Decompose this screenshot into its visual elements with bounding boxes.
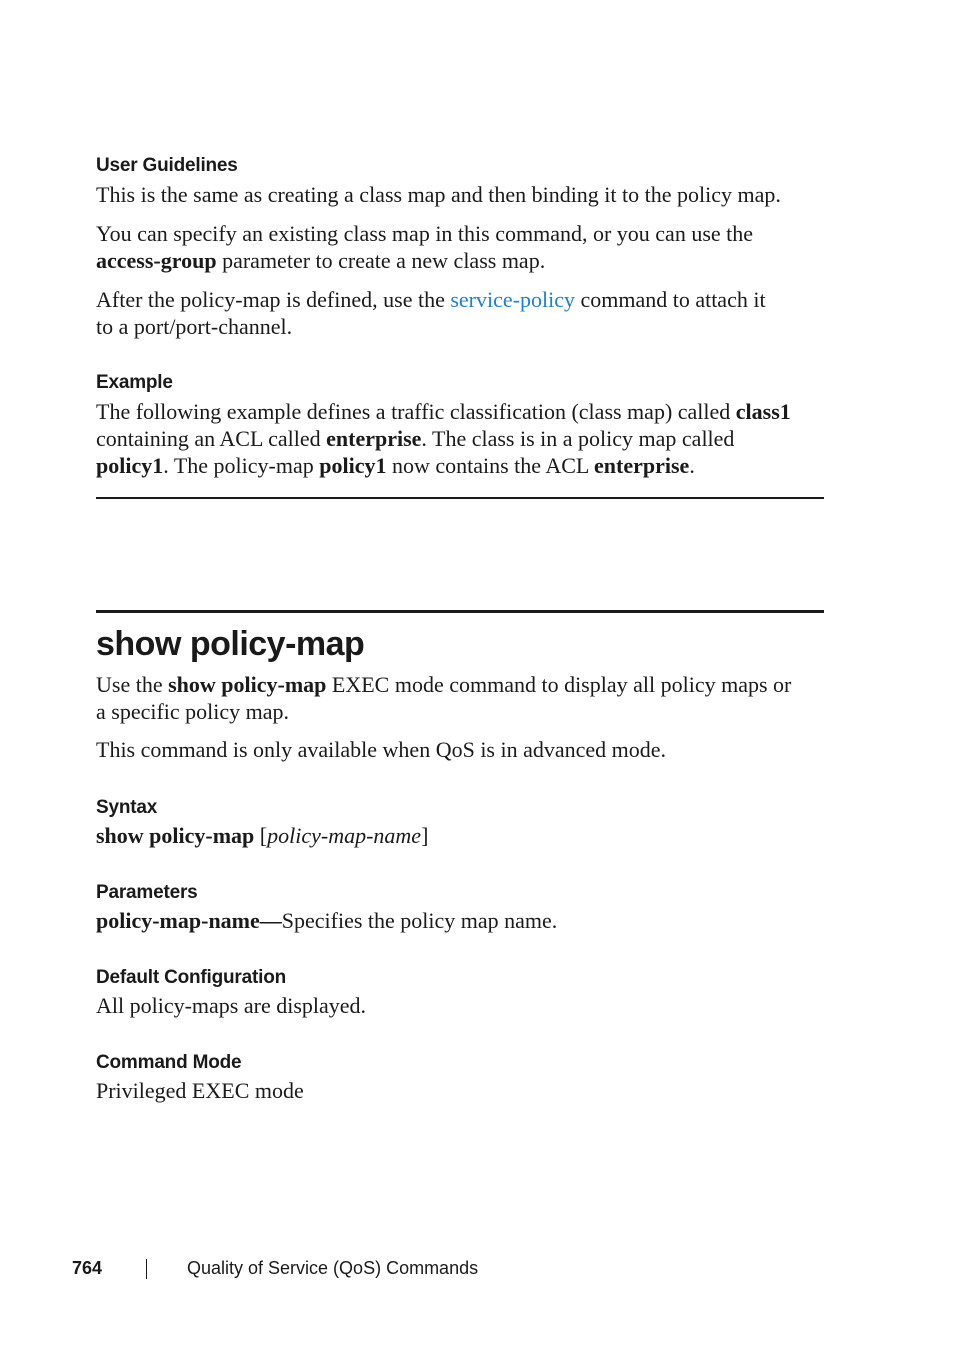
- syntax-line: [96, 822, 824, 849]
- parameter-item: [96, 907, 824, 934]
- policy1-keyword: policy1: [96, 453, 164, 478]
- example-text: containing an ACL called: [96, 426, 327, 451]
- user-guidelines-paragraph-1: [96, 181, 824, 208]
- footer-section-title: Quality of Service (QoS) Commands: [187, 1258, 479, 1278]
- example-text: The following example defines a traffic classification (class map) called: [96, 399, 736, 424]
- page-number: 764: [72, 1258, 103, 1278]
- section-start-rule: [96, 610, 824, 613]
- section-end-rule: [96, 497, 824, 499]
- syntax-bracket: [: [254, 823, 268, 848]
- enterprise-keyword: enterprise: [594, 453, 690, 478]
- default-configuration-text: [96, 992, 824, 1019]
- user-guidelines-paragraph-3: [96, 286, 824, 340]
- class1-keyword: class1: [735, 399, 791, 424]
- service-policy-link[interactable]: service-policy: [450, 287, 575, 312]
- description-text: a specific policy map.: [96, 699, 290, 724]
- access-group-keyword: access-group: [96, 248, 217, 273]
- user-guidelines-paragraph-2: [96, 220, 824, 274]
- syntax-command: show policy-map: [96, 823, 255, 848]
- syntax-argument: policy-map-name: [267, 823, 422, 848]
- user-guidelines-text-3a: After the policy-map is defined, use the: [96, 287, 451, 312]
- footer-separator: [146, 1259, 147, 1279]
- user-guidelines-text-3b: command to attach it: [574, 287, 766, 312]
- command-mode-value: Privileged EXEC mode: [96, 1078, 304, 1103]
- note-text: This command is only available when QoS is in advanced mode.: [96, 737, 667, 762]
- policy1-keyword: policy1: [319, 453, 387, 478]
- description-text: EXEC mode command to display all policy maps or: [326, 672, 792, 697]
- example-text: now contains the ACL: [386, 453, 595, 478]
- parameter-description: Specifies the policy map name.: [281, 908, 558, 933]
- user-guidelines-heading: User Guidelines: [96, 155, 238, 176]
- example-text: . The policy-map: [163, 453, 320, 478]
- user-guidelines-text-1: This is the same as creating a class map and then binding it to the policy map.: [96, 182, 781, 207]
- user-guidelines-text-3c: to a port/port-channel.: [96, 314, 293, 339]
- default-configuration-heading: Default Configuration: [96, 967, 287, 988]
- parameter-name: policy-map-name—: [96, 908, 282, 933]
- description-text: Use the: [96, 672, 169, 697]
- user-guidelines-text-2a: You can specify an existing class map in this command, or you can use the: [96, 221, 754, 246]
- command-keyword: show policy-map: [168, 672, 327, 697]
- command-mode-text: [96, 1077, 824, 1104]
- syntax-bracket: ]: [421, 823, 429, 848]
- command-description: [96, 671, 824, 725]
- example-text: . The class is in a policy map called: [421, 426, 735, 451]
- page-title: show policy-map: [96, 625, 365, 663]
- advanced-mode-note: [96, 736, 824, 763]
- example-paragraph: [96, 398, 824, 479]
- user-guidelines-text-2b: parameter to create a new class map.: [216, 248, 546, 273]
- command-mode-heading: Command Mode: [96, 1052, 242, 1073]
- syntax-heading: Syntax: [96, 797, 158, 818]
- example-text: .: [689, 453, 695, 478]
- enterprise-keyword: enterprise: [326, 426, 422, 451]
- parameters-heading: Parameters: [96, 882, 198, 903]
- default-configuration-value: All policy-maps are displayed.: [96, 993, 367, 1018]
- example-heading: Example: [96, 372, 173, 393]
